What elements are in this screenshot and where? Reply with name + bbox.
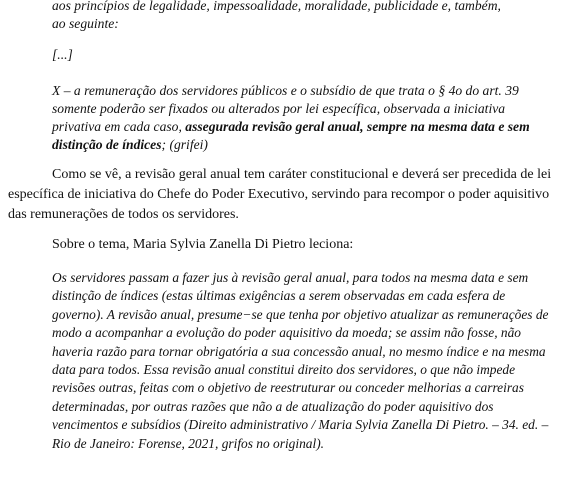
citation-intro-line1: aos princípios de legalidade, impessoalidade, moralidade, publicidade e, também, [52,0,501,13]
item-x-emphasis: assegurada revisão geral anual, sempre na mesma data e sem distinção de índices [52,119,530,152]
lead-in-sentence: Sobre o tema, Maria Sylvia Zanella Di Pietro leciona: [52,237,354,252]
item-x-text: X – a remuneração dos servidores públicos e o subsídio de que trata o § 4o do art. 39 somente poderão ser fixados ou alterados por lei específica, observada a iniciativa privativa em cada caso, [52,83,519,134]
item-x-suffix: ; (grifei) [161,137,208,152]
citation-item-x [52,82,552,154]
body-paragraph: Como se vê, a revisão geral anual tem caráter constitucional e deverá ser precedida de lei específica de iniciativa do Chefe do Poder Executivo, servindo para recompor o poder aquisitivo das remunerações de todos os servidores. [8,167,552,222]
citation-ellipsis: [...] [52,47,73,62]
doctrine-quote: Os servidores passam a fazer jus à revisão geral anual, para todos na mesma data e sem distinção de índices (estas últimas exigências a serem observadas em cada esfera de governo). A revisão anual, presume−se que tenha por objetivo atualizar as remunerações de modo a acompanhar a evolução do poder aquisitivo da moeda; se assim não fosse, não haveria razão para tornar obrigatória a sua concessão anual, no mesmo índice e na mesma data para todos. Essa revisão anual constitui direito dos servidores, o que não impede revisões outras, feitas com o objetivo de reestruturar ou conceder melhorias a carreiras determinadas, por outras razões que não a de atualização do poder aquisitivo dos vencimentos e subsídios (Direito administrativo / Maria Sylvia Zanella Di Pietro. – 34. ed. – Rio de Janeiro: Forense, 2021, grifos no original). [52,270,549,451]
citation-intro-line2: ao seguinte: [52,16,119,31]
